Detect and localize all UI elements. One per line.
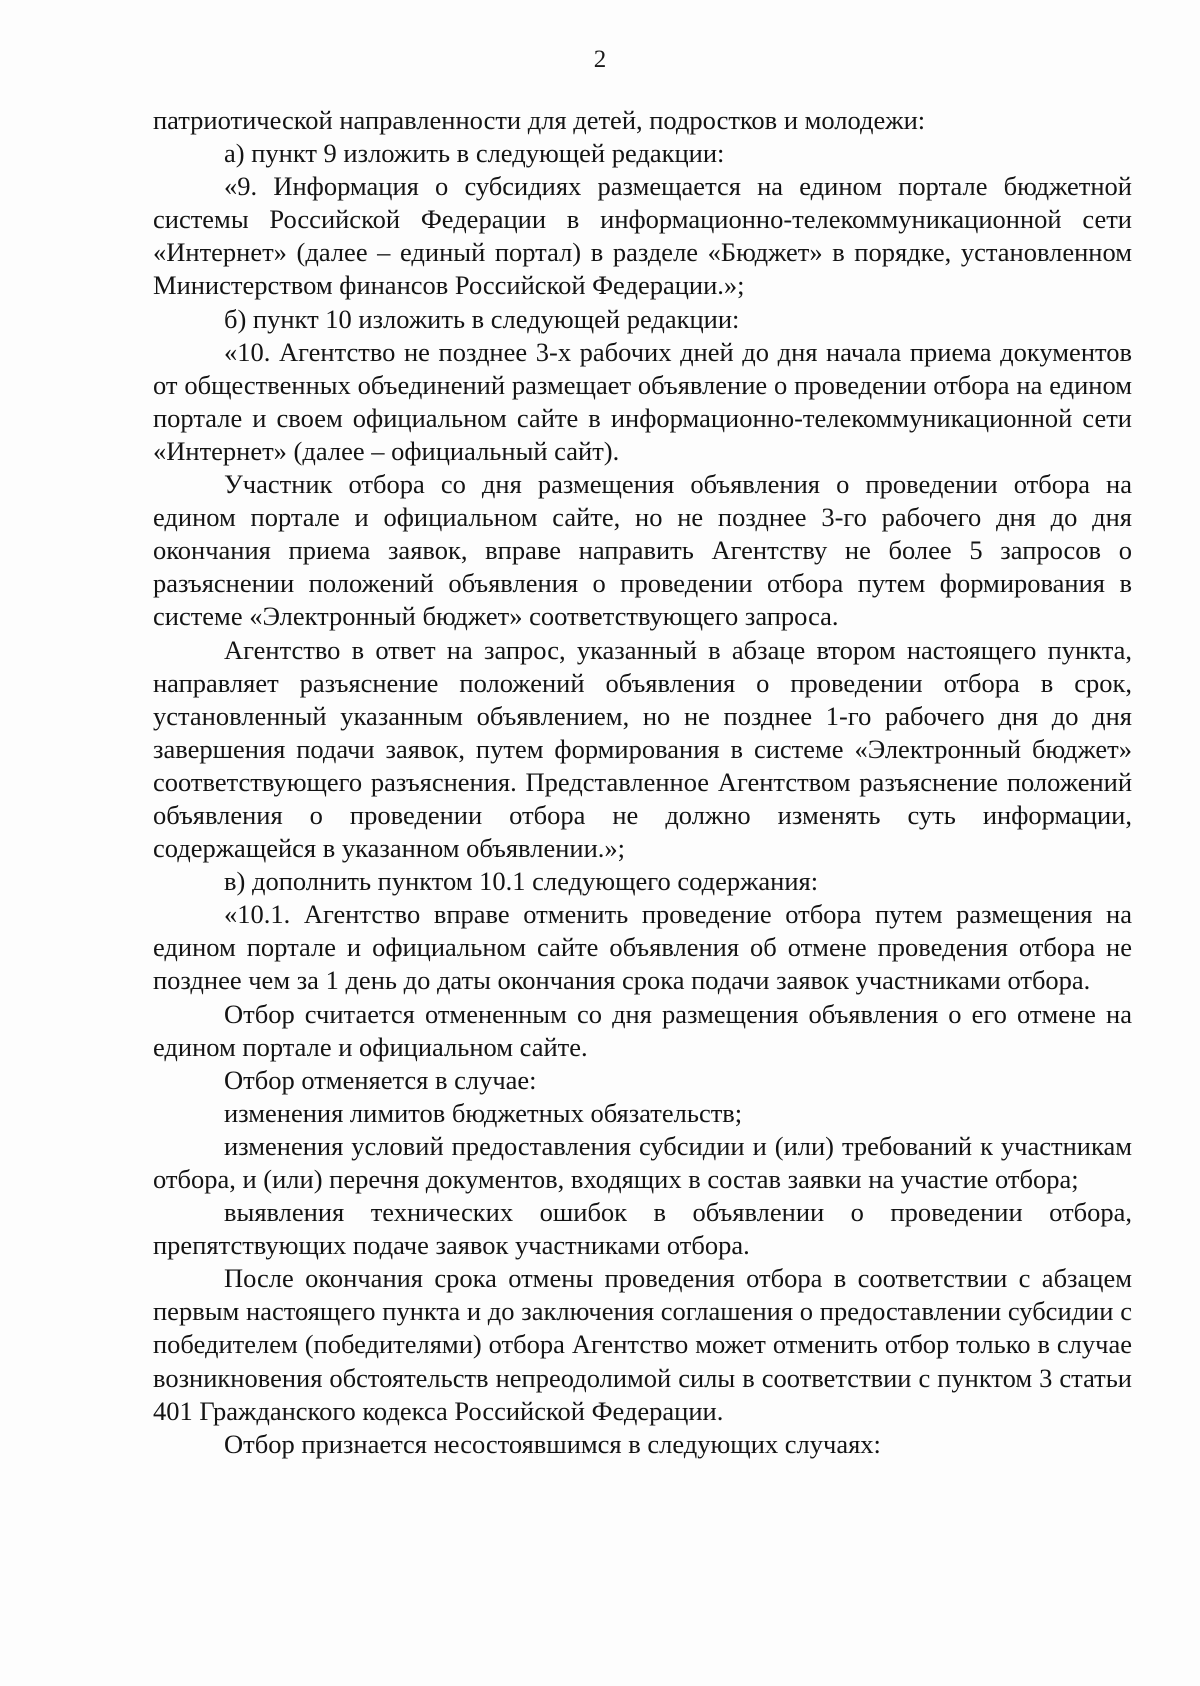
paragraph-agency-response: Агентство в ответ на запрос, указанный в абзаце втором настоящего пункта, направляет разъяснение положений объявления о проведении отбора в срок, установленный указанным объявлением, но не позднее 1-го рабочего дня до дня завершения подачи заявок, путем формирования в системе «Электронный бюджет» соответствующего разъяснения. Представленное Агентством разъяснение положений объявления о проведении отбора не должно изменять суть информации, содержащейся в указанном объявлении.»; xyxy=(153,634,1132,864)
paragraph-continuation: патриотической направленности для детей, подростков и молодежи: xyxy=(153,105,926,135)
paragraph-failed-selection: Отбор признается несостоявшимся в следующих случаях: xyxy=(224,1428,881,1459)
paragraph-subpoint-b: б) пункт 10 изложить в следующей редакции: xyxy=(224,303,740,334)
list-item-conditions-change: изменения условий предоставления субсидии и (или) требований к участникам отбора, и (или) перечня документов, входящих в состав заявки на участие отбора; xyxy=(153,1130,1132,1194)
document-body xyxy=(153,104,1132,1461)
list-item-budget-limits: изменения лимитов бюджетных обязательств; xyxy=(224,1097,743,1128)
paragraph-cancellation-effective: Отбор считается отмененным со дня размещения объявления о его отмене на едином портале и официальном сайте. xyxy=(153,998,1132,1062)
paragraph-clause-9: «9. Информация о субсидиях размещается на едином портале бюджетной системы Российской Федерации в информационно-телекоммуникационной сети «Интернет» (далее – единый портал) в разделе «Бюджет» в порядке, установленном Министерством финансов Российской Федерации.»; xyxy=(153,171,1132,301)
paragraph-force-majeure: После окончания срока отмены проведения отбора в соответствии с абзацем первым настоящего пункта и до заключения соглашения о предоставлении субсидии с победителем (победителями) отбора Агентство может отменить отбор только в случае возникновения обстоятельств непреодолимой силы в соответствии с пунктом 3 статьи 401 Гражданского кодекса Российской Федерации. xyxy=(153,1263,1132,1426)
list-item-technical-errors: выявления технических ошибок в объявлении о проведении отбора, препятствующих подаче заявок участниками отбора. xyxy=(153,1197,1132,1261)
paragraph-subpoint-c: в) дополнить пунктом 10.1 следующего содержания: xyxy=(224,866,819,897)
paragraph-subpoint-a: а) пункт 9 изложить в следующей редакции: xyxy=(224,138,725,169)
paragraph-clause-10: «10. Агентство не позднее 3-х рабочих дней до дня начала приема документов от общественных объединений размещает объявление о проведении отбора на едином портале и своем официальном сайте в информационно-телекоммуникационной сети «Интернет» (далее – официальный сайт). xyxy=(153,336,1132,466)
paragraph-clause-10-1: «10.1. Агентство вправе отменить проведение отбора путем размещения на едином портале и официальном сайте объявления об отмене проведения отбора не позднее чем за 1 день до даты окончания срока подачи заявок участниками отбора. xyxy=(153,899,1132,996)
paragraph-cancellation-cases: Отбор отменяется в случае: xyxy=(224,1064,537,1095)
paragraph-participant-requests: Участник отбора со дня размещения объявления о проведении отбора на едином портале и официальном сайте, но не позднее 3-го рабочего дня до дня окончания приема заявок, вправе направить Агентству не более 5 запросов о разъяснении положений объявления о проведении отбора путем формирования в системе «Электронный бюджет» соответствующего запроса. xyxy=(153,469,1132,632)
page-number: 2 xyxy=(593,46,607,73)
